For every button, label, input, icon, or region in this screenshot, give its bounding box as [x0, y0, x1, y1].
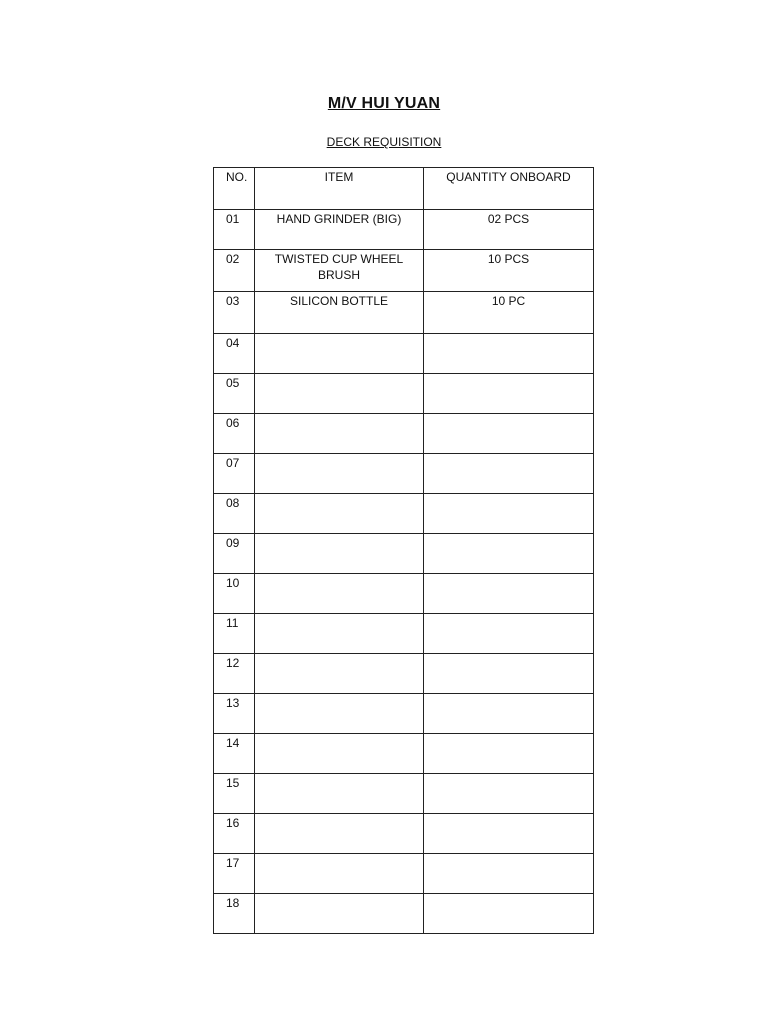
row-item-cell: [255, 334, 424, 374]
row-item: HAND GRINDER (BIG): [276, 212, 402, 226]
table-row: [214, 694, 594, 734]
row-item-cell: [255, 774, 424, 814]
table-row: [214, 574, 594, 614]
row-quantity: [424, 894, 594, 934]
row-item-cell: [255, 734, 424, 774]
row-item-cell: [255, 292, 424, 334]
table-row: [214, 654, 594, 694]
requisition-table: [213, 167, 594, 934]
table-row: [214, 414, 594, 454]
row-item-cell: [255, 574, 424, 614]
row-number: 03: [214, 292, 255, 334]
table-row: [214, 894, 594, 934]
table-row: [214, 814, 594, 854]
row-number: 05: [214, 374, 255, 414]
table-row: [214, 334, 594, 374]
row-number: 01: [214, 210, 255, 250]
row-quantity: 10 PC: [424, 292, 594, 334]
table-row: [214, 734, 594, 774]
row-item-cell: [255, 814, 424, 854]
row-number: 12: [214, 654, 255, 694]
row-item: SILICON BOTTLE: [289, 294, 389, 308]
table-row: [214, 210, 594, 250]
row-quantity: [424, 454, 594, 494]
table-row: [214, 614, 594, 654]
row-number: 17: [214, 854, 255, 894]
row-item-cell: [255, 494, 424, 534]
header-row: [214, 168, 594, 210]
row-quantity: [424, 854, 594, 894]
row-item-cell: [255, 694, 424, 734]
row-item-cell: [255, 534, 424, 574]
row-quantity: [424, 334, 594, 374]
row-item-cell: [255, 614, 424, 654]
row-quantity: 10 PCS: [424, 250, 594, 292]
table-row: [214, 374, 594, 414]
row-number: 13: [214, 694, 255, 734]
row-quantity: [424, 614, 594, 654]
row-item-cell: [255, 654, 424, 694]
table-row: [214, 454, 594, 494]
row-item-cell: [255, 250, 424, 292]
row-quantity: [424, 734, 594, 774]
row-number: 04: [214, 334, 255, 374]
row-number: 10: [214, 574, 255, 614]
row-item-cell: [255, 894, 424, 934]
row-number: 09: [214, 534, 255, 574]
row-number: 16: [214, 814, 255, 854]
table-row: [214, 534, 594, 574]
row-number: 14: [214, 734, 255, 774]
row-item: TWISTED CUP WHEEL BRUSH: [274, 252, 404, 282]
row-number: 18: [214, 894, 255, 934]
row-number: 15: [214, 774, 255, 814]
table-body: [214, 210, 594, 934]
row-item-cell: [255, 854, 424, 894]
row-quantity: [424, 414, 594, 454]
document-title: M/V HUI YUAN: [327, 95, 441, 112]
table-row: [214, 854, 594, 894]
header-quantity: QUANTITY ONBOARD: [424, 168, 594, 210]
row-number: 06: [214, 414, 255, 454]
table-row: [214, 292, 594, 334]
row-number: 02: [214, 250, 255, 292]
document-subtitle: DECK REQUISITION: [326, 135, 442, 149]
table-header: [214, 168, 594, 210]
row-quantity: [424, 774, 594, 814]
table-row: [214, 494, 594, 534]
row-quantity: [424, 534, 594, 574]
header-item: ITEM: [255, 168, 424, 210]
row-number: 08: [214, 494, 255, 534]
row-number: 11: [214, 614, 255, 654]
row-quantity: [424, 814, 594, 854]
table-row: [214, 250, 594, 292]
row-quantity: [424, 374, 594, 414]
row-item-cell: [255, 374, 424, 414]
row-quantity: [424, 694, 594, 734]
row-quantity: 02 PCS: [424, 210, 594, 250]
row-number: 07: [214, 454, 255, 494]
row-item-cell: [255, 414, 424, 454]
row-item-cell: [255, 210, 424, 250]
row-quantity: [424, 654, 594, 694]
header-no: NO.: [214, 168, 255, 210]
row-item-cell: [255, 454, 424, 494]
row-quantity: [424, 494, 594, 534]
table-row: [214, 774, 594, 814]
row-quantity: [424, 574, 594, 614]
